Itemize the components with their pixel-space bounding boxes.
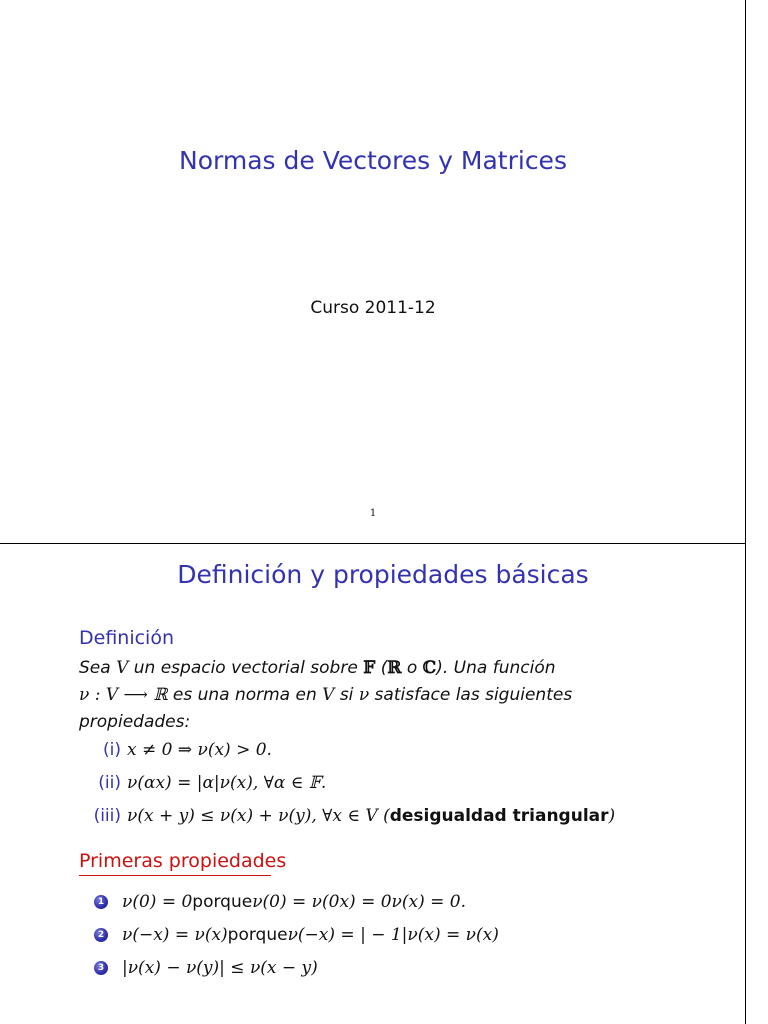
numbered-bullet-icon: 1: [94, 895, 108, 909]
triangle-inequality-label: desigualdad triangular: [389, 806, 609, 826]
definition-text: o: [401, 658, 423, 678]
definition-body: [79, 655, 719, 736]
property-formula: ν(0) = 0: [122, 892, 193, 912]
property-formula: ν(x + y) ≤ ν(x) + ν(y), ∀x ∈ V (: [127, 806, 390, 826]
numbered-bullet-icon: 2: [94, 928, 108, 942]
definition-line-1: [79, 655, 719, 682]
heading-underline: [79, 875, 271, 876]
first-property-1: [94, 892, 466, 912]
definition-line-2: [79, 682, 719, 709]
definition-text: es una norma en: [167, 685, 323, 705]
first-property-3: [94, 958, 318, 978]
property-formula: |ν(x) − ν(y)| ≤ ν(x − y): [122, 958, 318, 978]
definition-text: Sea: [79, 658, 117, 678]
definition-text: si: [334, 685, 359, 705]
slide-separator: [0, 543, 746, 544]
property-formula: ν(−x) = | − 1|ν(x) = ν(x): [287, 925, 499, 945]
definition-text: (: [375, 658, 388, 678]
property-formula: ν(αx) = |α|ν(x), ∀α ∈ 𝔽.: [127, 773, 327, 793]
property-formula: x ≠ 0 ⇒ ν(x) > 0.: [127, 740, 272, 760]
property-number: (i): [103, 740, 121, 760]
property-text: porque: [227, 925, 288, 945]
first-properties-heading: Primeras propiedades: [79, 850, 287, 872]
definition-math: V: [116, 658, 129, 678]
property-formula: ): [608, 806, 616, 826]
definition-math: ℂ: [422, 658, 437, 678]
definition-text: ). Una función: [436, 658, 556, 678]
property-formula: ν(−x) = ν(x): [122, 925, 228, 945]
page-number: 1: [369, 508, 377, 519]
definition-math: ν: [358, 685, 370, 705]
property-text: porque: [192, 892, 253, 912]
definition-math: ℝ: [387, 658, 402, 678]
definition-math: ν : V ⟶ ℝ: [79, 685, 168, 705]
property-number: (ii): [98, 773, 121, 793]
definition-text: satisface las siguientes: [369, 685, 573, 705]
definition-math: 𝔽: [363, 658, 376, 678]
numbered-bullet-icon: 3: [94, 961, 108, 975]
property-i: [79, 740, 272, 760]
property-ii: [79, 773, 326, 793]
property-number: (iii): [93, 806, 121, 826]
slide2-title: Definición y propiedades básicas: [177, 560, 589, 589]
definition-text: un espacio vectorial sobre: [128, 658, 364, 678]
property-iii: [79, 806, 615, 826]
course-label: Curso 2011-12: [310, 298, 436, 318]
definition-line-3: propiedades:: [79, 712, 191, 732]
first-property-2: [94, 925, 499, 945]
definition-heading: Definición: [79, 627, 174, 649]
slide1-title: Normas de Vectores y Matrices: [179, 146, 567, 175]
property-formula: ν(0) = ν(0x) = 0ν(x) = 0.: [252, 892, 467, 912]
definition-math: V: [322, 685, 335, 705]
